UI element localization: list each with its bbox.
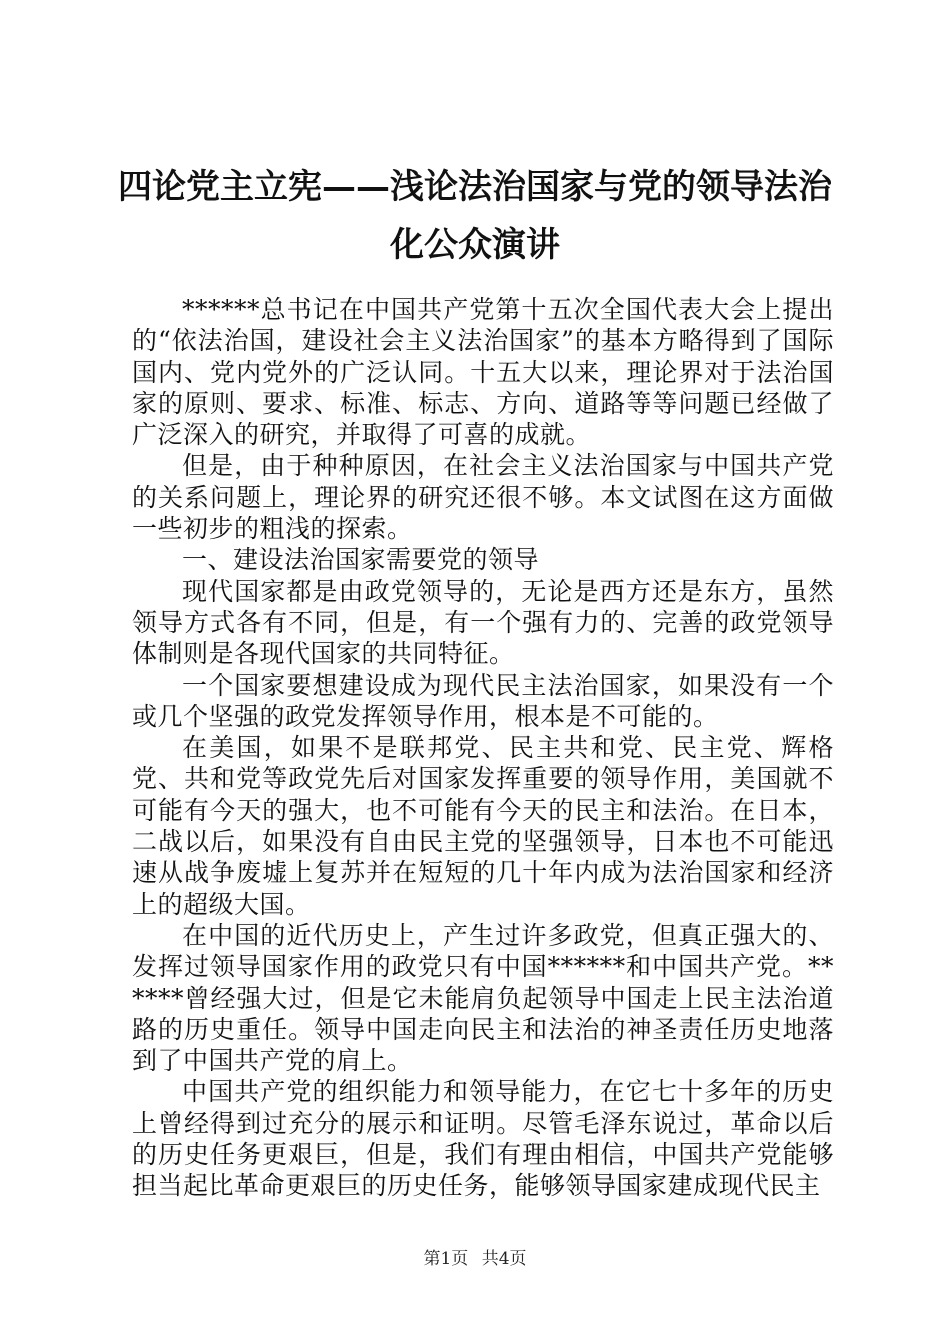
paragraph: 在中国的近代历史上，产生过许多政党，但真正强大的、发挥过领导国家作用的政党只有中国******和中国共产党。******曾经强大过，但是它未能肩负起领导中国走上民主法治道路的历史重任。领导中国走向民主和法治的神圣责任历史地落到了中国共产党的肩上。 bbox=[132, 920, 834, 1076]
page-footer bbox=[0, 1244, 950, 1269]
document-title: 四论党主立宪——浅论法治国家与党的领导法治化公众演讲 bbox=[118, 167, 832, 265]
paragraph: 但是，由于种种原因，在社会主义法治国家与中国共产党的关系问题上，理论界的研究还很不够。本文试图在这方面做一些初步的粗浅的探索。 bbox=[132, 451, 834, 544]
page-total: 共4页 bbox=[481, 1249, 527, 1269]
paragraph: ******总书记在中国共产党第十五次全国代表大会上提出的“依法治国，建设社会主义法治国家”的基本方略得到了国际国内、党内党外的广泛认同。十五大以来，理论界对于法治国家的原则、要求、标准、标志、方向、道路等等问题已经做了广泛深入的研究，并取得了可喜的成就。 bbox=[132, 295, 834, 450]
page-number: 第1页 bbox=[423, 1249, 469, 1269]
paragraph: 中国共产党的组织能力和领导能力，在它七十多年的历史上曾经得到过充分的展示和证明。尽管毛泽东说过，革命以后的历史任务更艰巨，但是，我们有理由相信，中国共产党能够担当起比革命更艰巨的历史任务，能够领导国家建成现代民主 bbox=[132, 1077, 834, 1201]
document-body bbox=[132, 294, 834, 1202]
paragraph: 在美国，如果不是联邦党、民主共和党、民主党、辉格党、共和党等政党先后对国家发挥重要的领导作用，美国就不可能有今天的强大，也不可能有今天的民主和法治。在日本，二战以后，如果没有自由民主党的坚强领导，日本也不可能迅速从战争废墟上复苏并在短短的几十年内成为法治国家和经济上的超级大国。 bbox=[132, 733, 834, 919]
section-heading: 一、建设法治国家需要党的领导 bbox=[182, 545, 540, 575]
paragraph: 现代国家都是由政党领导的，无论是西方还是东方，虽然领导方式各有不同，但是，有一个强有力的、完善的政党领导体制则是各现代国家的共同特征。 bbox=[132, 576, 834, 669]
paragraph: 一个国家要想建设成为现代民主法治国家，如果没有一个或几个坚强的政党发挥领导作用，根本是不可能的。 bbox=[132, 670, 834, 731]
